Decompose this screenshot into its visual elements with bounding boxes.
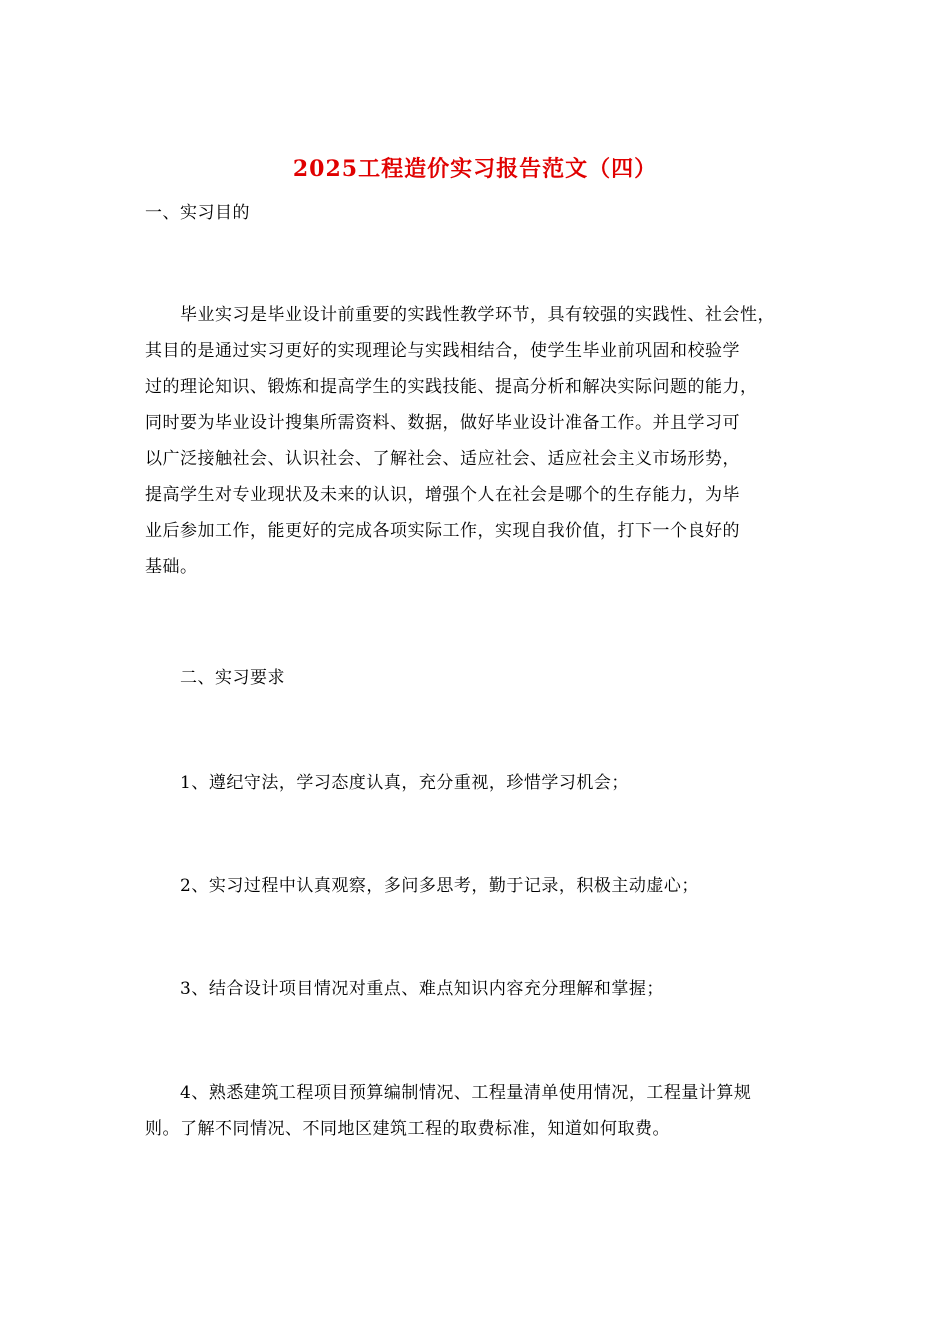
paragraph-line: 业后参加工作，能更好的完成各项实际工作，实现自我价值，打下一个良好的	[145, 521, 740, 541]
requirement-item-2: 2、实习过程中认真观察，多问多思考，勤于记录，积极主动虚心；	[145, 876, 699, 896]
paragraph-line: 则。了解不同情况、不同地区建筑工程的取费标准，知道如何取费。	[145, 1119, 670, 1139]
document-title: 2025工程造价实习报告范文（四）	[292, 156, 658, 182]
requirement-item-4	[145, 1075, 815, 1147]
requirement-item-3: 3、结合设计项目情况对重点、难点知识内容充分理解和掌握；	[145, 979, 664, 999]
section-heading-requirements: 二、实习要求	[145, 668, 285, 688]
requirement-item-1: 1、遵纪守法，学习态度认真，充分重视，珍惜学习机会；	[145, 773, 629, 793]
paragraph-line: 过的理论知识、锻炼和提高学生的实践技能、提高分析和解决实际问题的能力，	[145, 377, 758, 397]
paragraph-line: 其目的是通过实习更好的实现理论与实践相结合，使学生毕业前巩固和校验学	[145, 341, 740, 361]
paragraph-line: 提高学生对专业现状及未来的认识，增强个人在社会是哪个的生存能力，为毕	[145, 485, 740, 505]
paragraph-line: 以广泛接触社会、认识社会、了解社会、适应社会、适应社会主义市场形势，	[145, 449, 740, 469]
paragraph-line: 毕业实习是毕业设计前重要的实践性教学环节，具有较强的实践性、社会性，	[145, 305, 775, 325]
paragraph-line: 同时要为毕业设计搜集所需资料、数据，做好毕业设计准备工作。并且学习可	[145, 413, 740, 433]
paragraph-line: 基础。	[145, 557, 198, 577]
section-heading-purpose: 一、实习目的	[145, 203, 250, 223]
paragraph-line: 4、熟悉建筑工程项目预算编制情况、工程量清单使用情况，工程量计算规	[145, 1083, 752, 1103]
paragraph-purpose	[145, 297, 815, 585]
